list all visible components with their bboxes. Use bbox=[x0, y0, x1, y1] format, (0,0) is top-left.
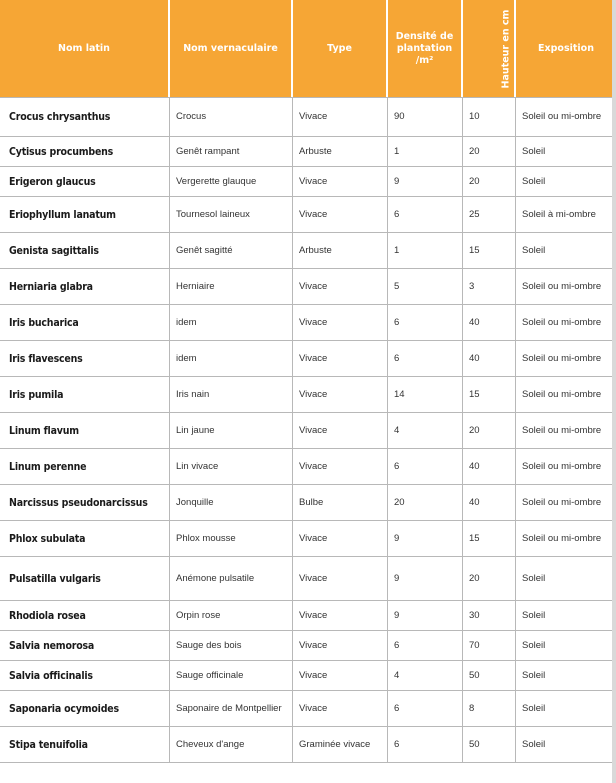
cell-type: Vivace bbox=[293, 449, 388, 485]
table-row bbox=[0, 167, 616, 197]
cell-densite: 6 bbox=[388, 305, 463, 341]
cell-type: Vivace bbox=[293, 661, 388, 691]
table-row bbox=[0, 305, 616, 341]
cell-exposition: Soleil ou mi-ombre bbox=[516, 413, 616, 449]
cell-hauteur: 20 bbox=[463, 167, 516, 197]
cell-hauteur: 40 bbox=[463, 449, 516, 485]
cell-densite: 6 bbox=[388, 631, 463, 661]
header-exposition: Exposition bbox=[516, 0, 616, 97]
page-edge bbox=[612, 0, 616, 783]
cell-hauteur: 15 bbox=[463, 521, 516, 557]
cell-exposition: Soleil bbox=[516, 661, 616, 691]
cell-exposition: Soleil ou mi-ombre bbox=[516, 485, 616, 521]
cell-exposition: Soleil bbox=[516, 691, 616, 727]
cell-hauteur: 15 bbox=[463, 233, 516, 269]
cell-latin: Iris pumila bbox=[0, 377, 170, 413]
cell-latin: Narcissus pseudonarcissus bbox=[0, 485, 170, 521]
cell-vernaculaire: idem bbox=[170, 305, 293, 341]
cell-vernaculaire: Saponaire de Montpellier bbox=[170, 691, 293, 727]
table-row bbox=[0, 521, 616, 557]
cell-hauteur: 20 bbox=[463, 137, 516, 167]
cell-vernaculaire: Iris nain bbox=[170, 377, 293, 413]
cell-hauteur: 20 bbox=[463, 413, 516, 449]
cell-latin: Stipa tenuifolia bbox=[0, 727, 170, 763]
cell-exposition: Soleil ou mi-ombre bbox=[516, 377, 616, 413]
cell-densite: 6 bbox=[388, 341, 463, 377]
cell-densite: 4 bbox=[388, 413, 463, 449]
cell-type: Arbuste bbox=[293, 233, 388, 269]
cell-latin: Linum flavum bbox=[0, 413, 170, 449]
cell-type: Vivace bbox=[293, 269, 388, 305]
cell-exposition: Soleil bbox=[516, 233, 616, 269]
table-row bbox=[0, 197, 616, 233]
cell-hauteur: 10 bbox=[463, 97, 516, 137]
cell-latin: Genista sagittalis bbox=[0, 233, 170, 269]
cell-densite: 6 bbox=[388, 691, 463, 727]
cell-type: Vivace bbox=[293, 167, 388, 197]
cell-densite: 6 bbox=[388, 197, 463, 233]
cell-type: Vivace bbox=[293, 97, 388, 137]
cell-vernaculaire: Jonquille bbox=[170, 485, 293, 521]
cell-latin: Herniaria glabra bbox=[0, 269, 170, 305]
header-hauteur-label: Hauteur en cm bbox=[500, 9, 512, 88]
header-hauteur bbox=[463, 0, 516, 97]
cell-hauteur: 20 bbox=[463, 557, 516, 601]
cell-type: Vivace bbox=[293, 521, 388, 557]
cell-vernaculaire: Genêt rampant bbox=[170, 137, 293, 167]
cell-exposition: Soleil ou mi-ombre bbox=[516, 449, 616, 485]
cell-densite: 9 bbox=[388, 167, 463, 197]
table-row bbox=[0, 557, 616, 601]
cell-densite: 4 bbox=[388, 661, 463, 691]
cell-type: Vivace bbox=[293, 377, 388, 413]
cell-hauteur: 50 bbox=[463, 727, 516, 763]
cell-exposition: Soleil à mi-ombre bbox=[516, 197, 616, 233]
cell-hauteur: 15 bbox=[463, 377, 516, 413]
header-type: Type bbox=[293, 0, 388, 97]
cell-vernaculaire: Tournesol laineux bbox=[170, 197, 293, 233]
cell-latin: Salvia nemorosa bbox=[0, 631, 170, 661]
cell-densite: 20 bbox=[388, 485, 463, 521]
cell-densite: 9 bbox=[388, 521, 463, 557]
cell-exposition: Soleil bbox=[516, 167, 616, 197]
cell-hauteur: 70 bbox=[463, 631, 516, 661]
cell-type: Vivace bbox=[293, 413, 388, 449]
table-row bbox=[0, 269, 616, 305]
cell-type: Vivace bbox=[293, 601, 388, 631]
cell-hauteur: 3 bbox=[463, 269, 516, 305]
cell-type: Arbuste bbox=[293, 137, 388, 167]
table-row bbox=[0, 233, 616, 269]
cell-exposition: Soleil bbox=[516, 137, 616, 167]
table-row bbox=[0, 377, 616, 413]
cell-vernaculaire: Vergerette glauque bbox=[170, 167, 293, 197]
cell-type: Vivace bbox=[293, 341, 388, 377]
table-row bbox=[0, 661, 616, 691]
cell-latin: Saponaria ocymoides bbox=[0, 691, 170, 727]
header-nom-vernaculaire: Nom vernaculaire bbox=[170, 0, 293, 97]
cell-vernaculaire: Sauge officinale bbox=[170, 661, 293, 691]
cell-type: Vivace bbox=[293, 557, 388, 601]
cell-vernaculaire: Orpin rose bbox=[170, 601, 293, 631]
cell-type: Vivace bbox=[293, 691, 388, 727]
cell-latin: Crocus chrysanthus bbox=[0, 97, 170, 137]
cell-vernaculaire: Anémone pulsatile bbox=[170, 557, 293, 601]
cell-densite: 1 bbox=[388, 137, 463, 167]
table-row bbox=[0, 601, 616, 631]
table-row bbox=[0, 341, 616, 377]
cell-hauteur: 40 bbox=[463, 341, 516, 377]
cell-vernaculaire: Cheveux d'ange bbox=[170, 727, 293, 763]
cell-densite: 5 bbox=[388, 269, 463, 305]
cell-latin: Erigeron glaucus bbox=[0, 167, 170, 197]
cell-type: Vivace bbox=[293, 305, 388, 341]
cell-hauteur: 25 bbox=[463, 197, 516, 233]
header-row bbox=[0, 0, 616, 97]
cell-type: Graminée vivace bbox=[293, 727, 388, 763]
header-densite: Densité de plantation /m² bbox=[388, 0, 463, 97]
cell-exposition: Soleil bbox=[516, 557, 616, 601]
cell-vernaculaire: idem bbox=[170, 341, 293, 377]
cell-hauteur: 40 bbox=[463, 305, 516, 341]
cell-densite: 90 bbox=[388, 97, 463, 137]
cell-hauteur: 30 bbox=[463, 601, 516, 631]
table-row bbox=[0, 449, 616, 485]
table-row bbox=[0, 97, 616, 137]
cell-latin: Phlox subulata bbox=[0, 521, 170, 557]
cell-exposition: Soleil ou mi-ombre bbox=[516, 341, 616, 377]
cell-type: Bulbe bbox=[293, 485, 388, 521]
cell-vernaculaire: Genêt sagitté bbox=[170, 233, 293, 269]
table-row bbox=[0, 485, 616, 521]
cell-type: Vivace bbox=[293, 197, 388, 233]
cell-vernaculaire: Crocus bbox=[170, 97, 293, 137]
cell-densite: 6 bbox=[388, 449, 463, 485]
cell-latin: Cytisus procumbens bbox=[0, 137, 170, 167]
cell-exposition: Soleil bbox=[516, 727, 616, 763]
cell-hauteur: 8 bbox=[463, 691, 516, 727]
cell-densite: 9 bbox=[388, 601, 463, 631]
cell-densite: 1 bbox=[388, 233, 463, 269]
cell-densite: 9 bbox=[388, 557, 463, 601]
cell-latin: Salvia officinalis bbox=[0, 661, 170, 691]
cell-latin: Iris flavescens bbox=[0, 341, 170, 377]
cell-exposition: Soleil bbox=[516, 601, 616, 631]
header-nom-latin: Nom latin bbox=[0, 0, 170, 97]
cell-exposition: Soleil ou mi-ombre bbox=[516, 521, 616, 557]
cell-exposition: Soleil ou mi-ombre bbox=[516, 305, 616, 341]
cell-exposition: Soleil ou mi-ombre bbox=[516, 269, 616, 305]
table-row bbox=[0, 631, 616, 661]
cell-exposition: Soleil bbox=[516, 631, 616, 661]
cell-latin: Linum perenne bbox=[0, 449, 170, 485]
cell-type: Vivace bbox=[293, 631, 388, 661]
cell-vernaculaire: Herniaire bbox=[170, 269, 293, 305]
cell-exposition: Soleil ou mi-ombre bbox=[516, 97, 616, 137]
cell-densite: 14 bbox=[388, 377, 463, 413]
cell-latin: Eriophyllum lanatum bbox=[0, 197, 170, 233]
cell-hauteur: 50 bbox=[463, 661, 516, 691]
cell-latin: Iris bucharica bbox=[0, 305, 170, 341]
table-row bbox=[0, 727, 616, 763]
cell-vernaculaire: Lin vivace bbox=[170, 449, 293, 485]
cell-vernaculaire: Phlox mousse bbox=[170, 521, 293, 557]
cell-vernaculaire: Lin jaune bbox=[170, 413, 293, 449]
table-row bbox=[0, 137, 616, 167]
cell-densite: 6 bbox=[388, 727, 463, 763]
cell-latin: Pulsatilla vulgaris bbox=[0, 557, 170, 601]
cell-hauteur: 40 bbox=[463, 485, 516, 521]
cell-latin: Rhodiola rosea bbox=[0, 601, 170, 631]
table-row bbox=[0, 691, 616, 727]
table-row bbox=[0, 413, 616, 449]
cell-vernaculaire: Sauge des bois bbox=[170, 631, 293, 661]
